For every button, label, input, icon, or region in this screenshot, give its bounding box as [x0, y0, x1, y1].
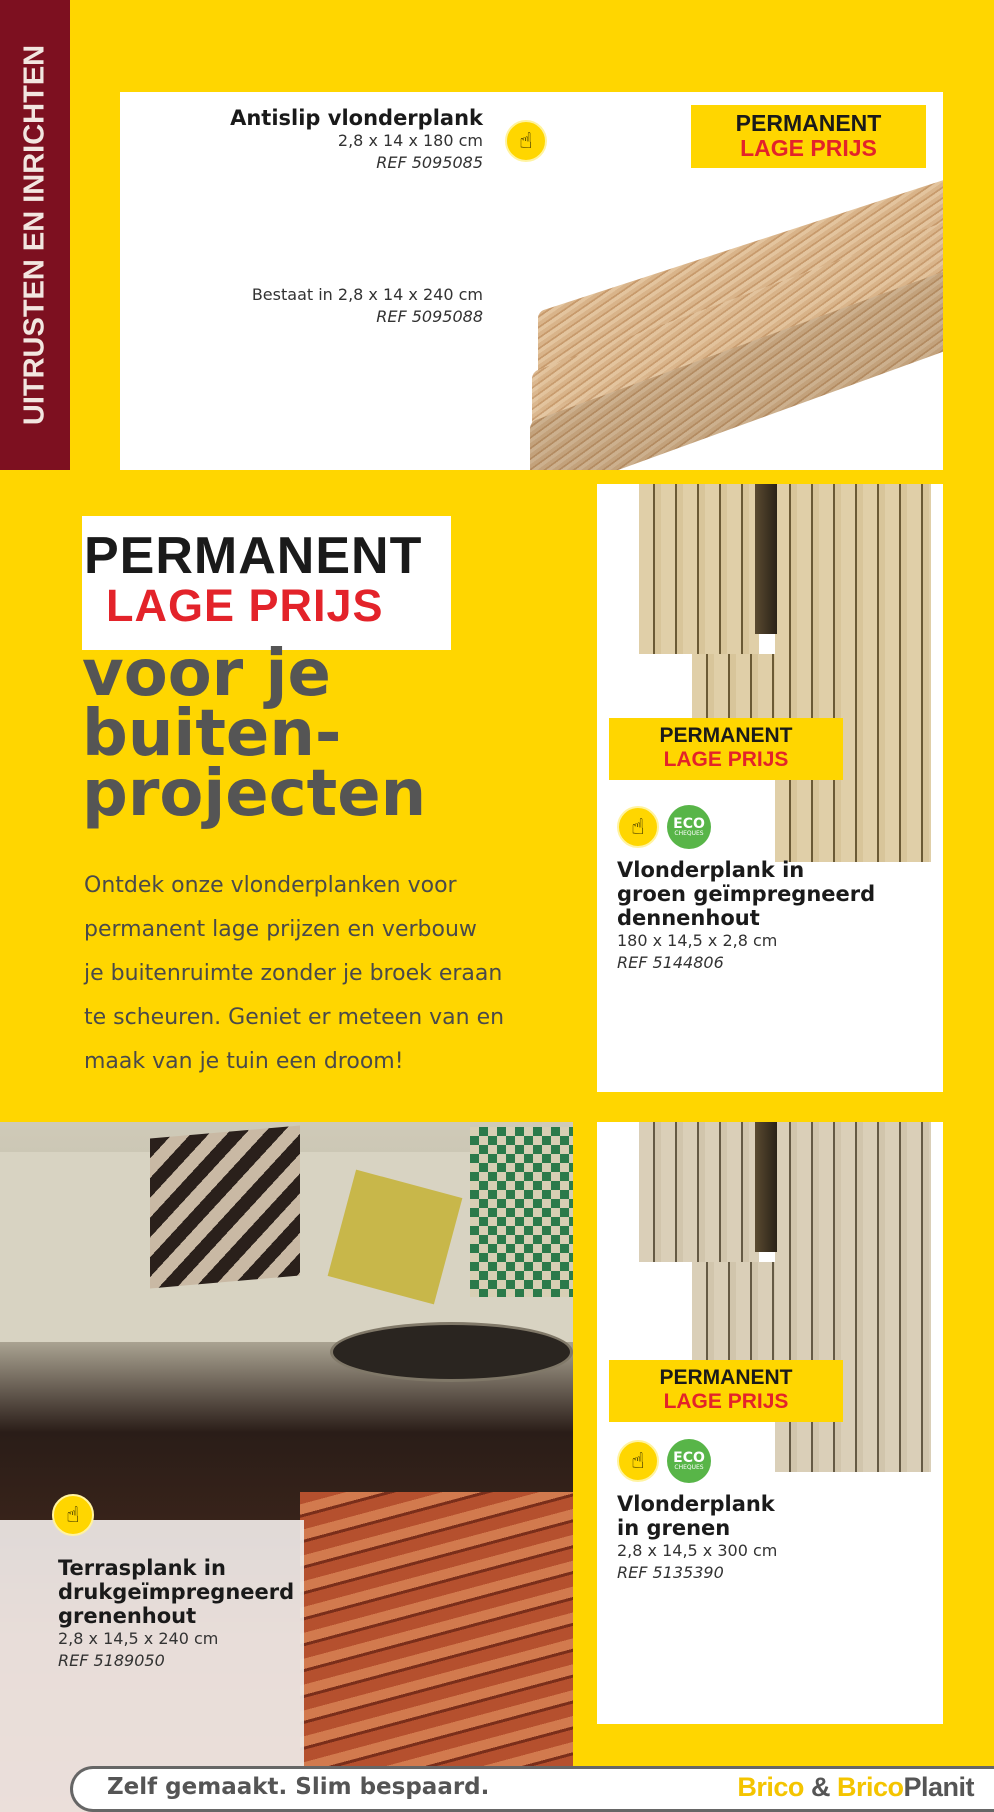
permanent-low-price-badge: PERMANENT LAGE PRIJS — [691, 105, 926, 168]
promo-headline: voor je buiten- projecten — [82, 637, 427, 831]
hand-click-icon[interactable]: ☝ — [617, 806, 659, 848]
variant-dimensions: Bestaat in 2,8 x 14 x 240 cm — [251, 285, 483, 304]
hand-click-icon[interactable]: ☝ — [52, 1494, 94, 1536]
eco-cheques-icon: ECO CHEQUES — [667, 1439, 711, 1483]
brand-logo[interactable]: Brico & BricoPlanit — [737, 1772, 974, 1802]
product-dimensions: 180 x 14,5 x 2,8 cm — [617, 931, 778, 950]
permanent-low-price-badge: PERMANENT LAGE PRIJS — [609, 718, 843, 780]
product-info: Vlonderplank in groen geïmpregneerd dennenhout 180 x 14,5 x 2,8 cm REF 5144806 — [617, 858, 876, 972]
product-card-antislip[interactable] — [120, 92, 943, 470]
footer-bar — [70, 1766, 994, 1812]
product-dimensions: 2,8 x 14,5 x 300 cm — [617, 1541, 778, 1560]
promo-badge-line1: PERMANENT — [84, 527, 423, 585]
variant-ref: REF 5095088 — [376, 307, 483, 326]
product-card-grenen[interactable] — [597, 1122, 943, 1724]
product-info: Terrasplank in drukgeïmpregneerd grenenhout 2,8 x 14,5 x 240 cm REF 5189050 — [58, 1556, 295, 1670]
product-ref: REF 5095085 — [376, 153, 483, 172]
eco-cheques-icon: ECO CHEQUES — [667, 805, 711, 849]
promo-body: Ontdek onze vlonderplanken voor permanent lage prijzen en verbouw je buitenruimte zonder je broek eraan te scheuren. Geniet er meteen van en maak van je tuin een droom! — [84, 873, 505, 1074]
product-card-groen-dennenhout[interactable] — [597, 484, 943, 1092]
product-info: Vlonderplank in grenen 2,8 x 14,5 x 300 cm REF 5135390 — [617, 1492, 778, 1582]
hand-click-icon[interactable]: ☝ — [617, 1440, 659, 1482]
promo-badge — [82, 516, 451, 650]
product-ref: REF 5189050 — [58, 1651, 165, 1670]
hand-click-icon[interactable]: ☝ — [505, 120, 547, 162]
section-tab-label: UITRUSTEN EN INRICHTEN — [18, 44, 51, 426]
footer-slogan: Zelf gemaakt. Slim bespaard. — [107, 1774, 490, 1800]
promo-badge-line2: LAGE PRIJS — [106, 580, 384, 631]
product-ref: REF 5144806 — [617, 953, 724, 972]
product-ref: REF 5135390 — [617, 1563, 724, 1582]
permanent-low-price-badge: PERMANENT LAGE PRIJS — [609, 1360, 843, 1422]
section-tab — [0, 0, 70, 470]
product-title: Antislip vlonderplank — [230, 106, 483, 130]
product-dimensions: 2,8 x 14 x 180 cm — [337, 131, 483, 150]
product-dimensions: 2,8 x 14,5 x 240 cm — [58, 1629, 219, 1648]
